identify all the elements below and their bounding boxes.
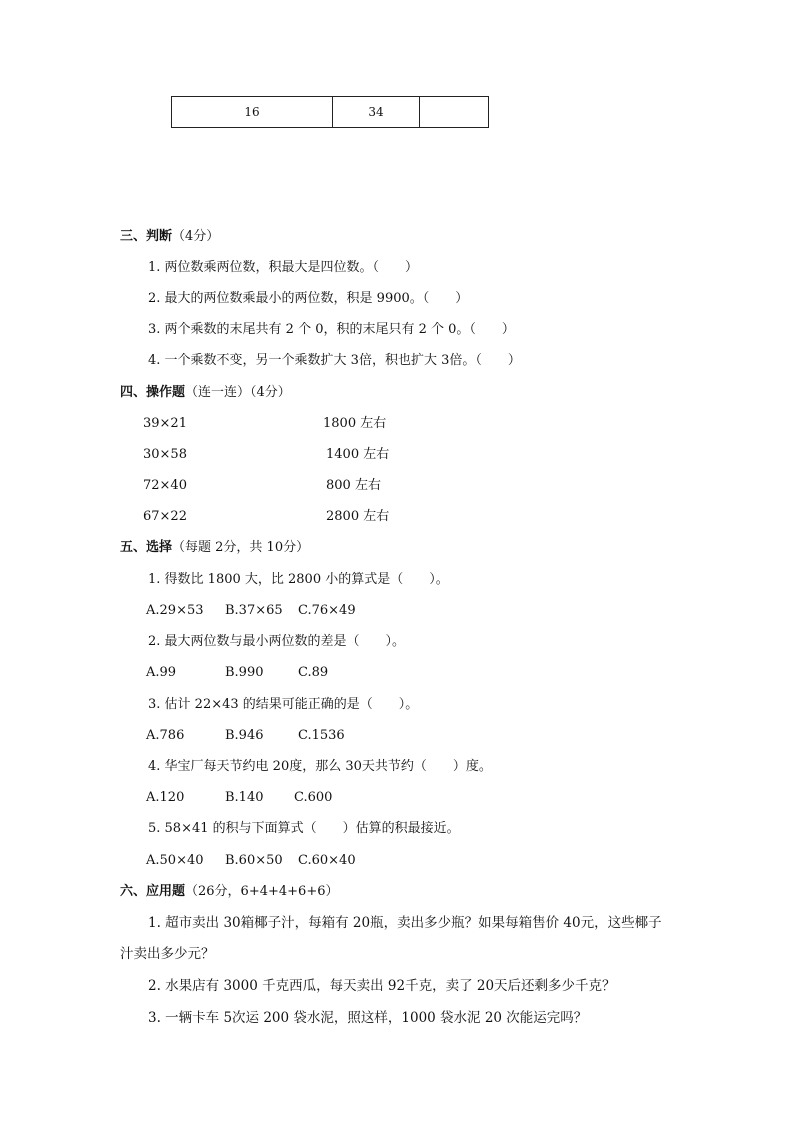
table-cell: 16 <box>172 97 333 128</box>
section6-subtitle: （26分，6+4+4+6+6） <box>185 884 339 899</box>
section4-title: 四、操作题 <box>120 385 186 400</box>
section5-title: 五、选择 <box>120 540 173 555</box>
choice-option: A.786 <box>146 728 185 743</box>
choice-option: C.60×40 <box>298 853 356 868</box>
choice-option: B.60×50 <box>225 853 283 868</box>
judge-item-4: 4. 一个乘数不变，另一个乘数扩大 3倍，积也扩大 3倍。（ ） <box>148 353 521 368</box>
section4-heading <box>120 385 291 401</box>
word-problem-1: 1. 超市卖出 30箱椰子汁，每箱有 20瓶，卖出多少瓶？如果每箱售价 40元，这些椰子 <box>148 915 662 931</box>
choice-option: B.946 <box>225 728 264 743</box>
choice-question-3: 3. 估计 22×43 的结果可能正确的是（ ）。 <box>148 697 419 712</box>
choice-option: C.600 <box>294 790 333 805</box>
choice-option: A.120 <box>146 790 185 805</box>
choice-option: A.50×40 <box>146 853 204 868</box>
match-right-2: 1400 左右 <box>326 447 390 462</box>
section3-title: 三、判断 <box>120 229 173 244</box>
match-right-3: 800 左右 <box>326 478 381 493</box>
choice-option: C.1536 <box>298 728 345 743</box>
match-left-1: 39×21 <box>143 416 187 431</box>
choice-option: C.89 <box>298 665 329 680</box>
section4-subtitle: （连一连）（4分） <box>185 385 291 400</box>
section5-subtitle: （每题 2分，共 10分） <box>172 540 310 555</box>
match-left-3: 72×40 <box>143 478 187 493</box>
table-cell: 34 <box>333 97 420 128</box>
choice-question-5: 5. 58×41 的积与下面算式（ ）估算的积最接近。 <box>148 821 460 836</box>
match-right-1: 1800 左右 <box>323 416 387 431</box>
word-problem-3: 3. 一辆卡车 5次运 200 袋水泥，照这样，1000 袋水泥 20 次能运完吗？ <box>148 1010 588 1026</box>
choice-option: B.990 <box>225 665 264 680</box>
match-left-2: 30×58 <box>143 447 187 462</box>
section5-heading <box>120 540 309 556</box>
choice-question-2: 2. 最大两位数与最小两位数的差是（ ）。 <box>148 634 406 649</box>
word-problem-1-cont: 汁卖出多少元？ <box>120 946 215 962</box>
choice-option: B.140 <box>225 790 264 805</box>
match-left-4: 67×22 <box>143 509 187 524</box>
section3-subtitle: （4分） <box>172 229 220 244</box>
choice-option: A.29×53 <box>146 603 204 618</box>
table-cell <box>420 97 489 128</box>
answer-table <box>171 96 489 128</box>
section6-heading <box>120 884 338 900</box>
match-right-4: 2800 左右 <box>326 509 390 524</box>
section6-title: 六、应用题 <box>120 884 186 899</box>
choice-question-4: 4. 华宝厂每天节约电 20度，那么 30天共节约（ ）度。 <box>148 759 492 774</box>
choice-option: A.99 <box>146 665 177 680</box>
section3-heading <box>120 229 219 245</box>
choice-question-1: 1. 得数比 1800 大，比 2800 小的算式是（ ）。 <box>148 572 449 587</box>
table-row <box>172 97 489 128</box>
judge-item-1: 1. 两位数乘两位数，积最大是四位数。（ ） <box>148 260 419 275</box>
word-problem-2: 2. 水果店有 3000 千克西瓜，每天卖出 92千克，卖了 20天后还剩多少千克？ <box>148 978 616 994</box>
judge-item-3: 3. 两个乘数的末尾共有 2 个 0，积的末尾只有 2 个 0。（ ） <box>148 322 515 337</box>
choice-option: B.37×65 <box>225 603 283 618</box>
choice-option: C.76×49 <box>298 603 356 618</box>
judge-item-2: 2. 最大的两位数乘最小的两位数，积是 9900。（ ） <box>148 291 469 306</box>
